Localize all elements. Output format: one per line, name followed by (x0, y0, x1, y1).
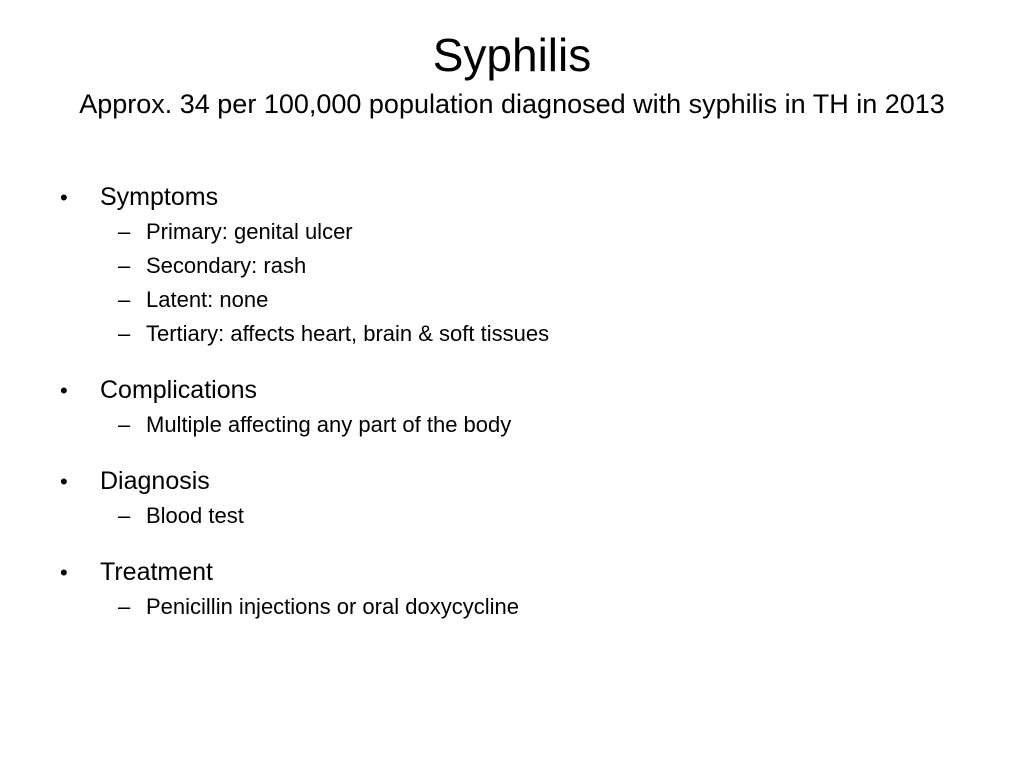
bullet-list (60, 180, 960, 646)
sub-item (60, 408, 960, 442)
sub-item-text: Multiple affecting any part of the body (146, 412, 512, 437)
slide-title: Syphilis (432, 29, 592, 81)
sub-item-text: Penicillin injections or oral doxycycline (146, 594, 519, 619)
bullet-heading: Diagnosis (100, 467, 210, 495)
sub-item-text: Primary: genital ulcer (146, 219, 353, 244)
dash-icon: – (118, 594, 131, 619)
dash-icon: – (118, 321, 131, 346)
sub-item-text: Secondary: rash (146, 253, 307, 278)
section-complications (60, 373, 960, 442)
sub-item (60, 499, 960, 533)
sub-item (60, 215, 960, 249)
sub-item-text: Tertiary: affects heart, brain & soft tissues (146, 321, 550, 346)
section-diagnosis (60, 464, 960, 533)
sub-item-text: Blood test (146, 503, 244, 528)
sub-list (60, 215, 960, 351)
sub-list (60, 499, 960, 533)
bullet-dot-icon: • (60, 185, 68, 210)
bullet-item (60, 373, 960, 408)
bullet-heading: Treatment (100, 558, 214, 586)
dash-icon: – (118, 219, 131, 244)
bullet-item (60, 464, 960, 499)
section-treatment (60, 555, 960, 624)
bullet-dot-icon: • (60, 378, 68, 403)
bullet-dot-icon: • (60, 560, 68, 585)
bullet-heading: Complications (100, 376, 258, 404)
sub-item-text: Latent: none (146, 287, 269, 312)
bullet-item (60, 555, 960, 590)
sub-item (60, 249, 960, 283)
sub-list (60, 408, 960, 442)
slide-subtitle: Approx. 34 per 100,000 population diagnosed with syphilis in TH in 2013 (79, 89, 945, 119)
sub-item (60, 590, 960, 624)
section-symptoms (60, 180, 960, 351)
bullet-dot-icon: • (60, 469, 68, 494)
dash-icon: – (118, 412, 131, 437)
sub-list (60, 590, 960, 624)
title-block (50, 24, 974, 122)
dash-icon: – (118, 253, 131, 278)
bullet-item (60, 180, 960, 215)
dash-icon: – (118, 503, 131, 528)
dash-icon: – (118, 287, 131, 312)
sub-item (60, 283, 960, 317)
sub-item (60, 317, 960, 351)
bullet-heading: Symptoms (100, 183, 219, 211)
